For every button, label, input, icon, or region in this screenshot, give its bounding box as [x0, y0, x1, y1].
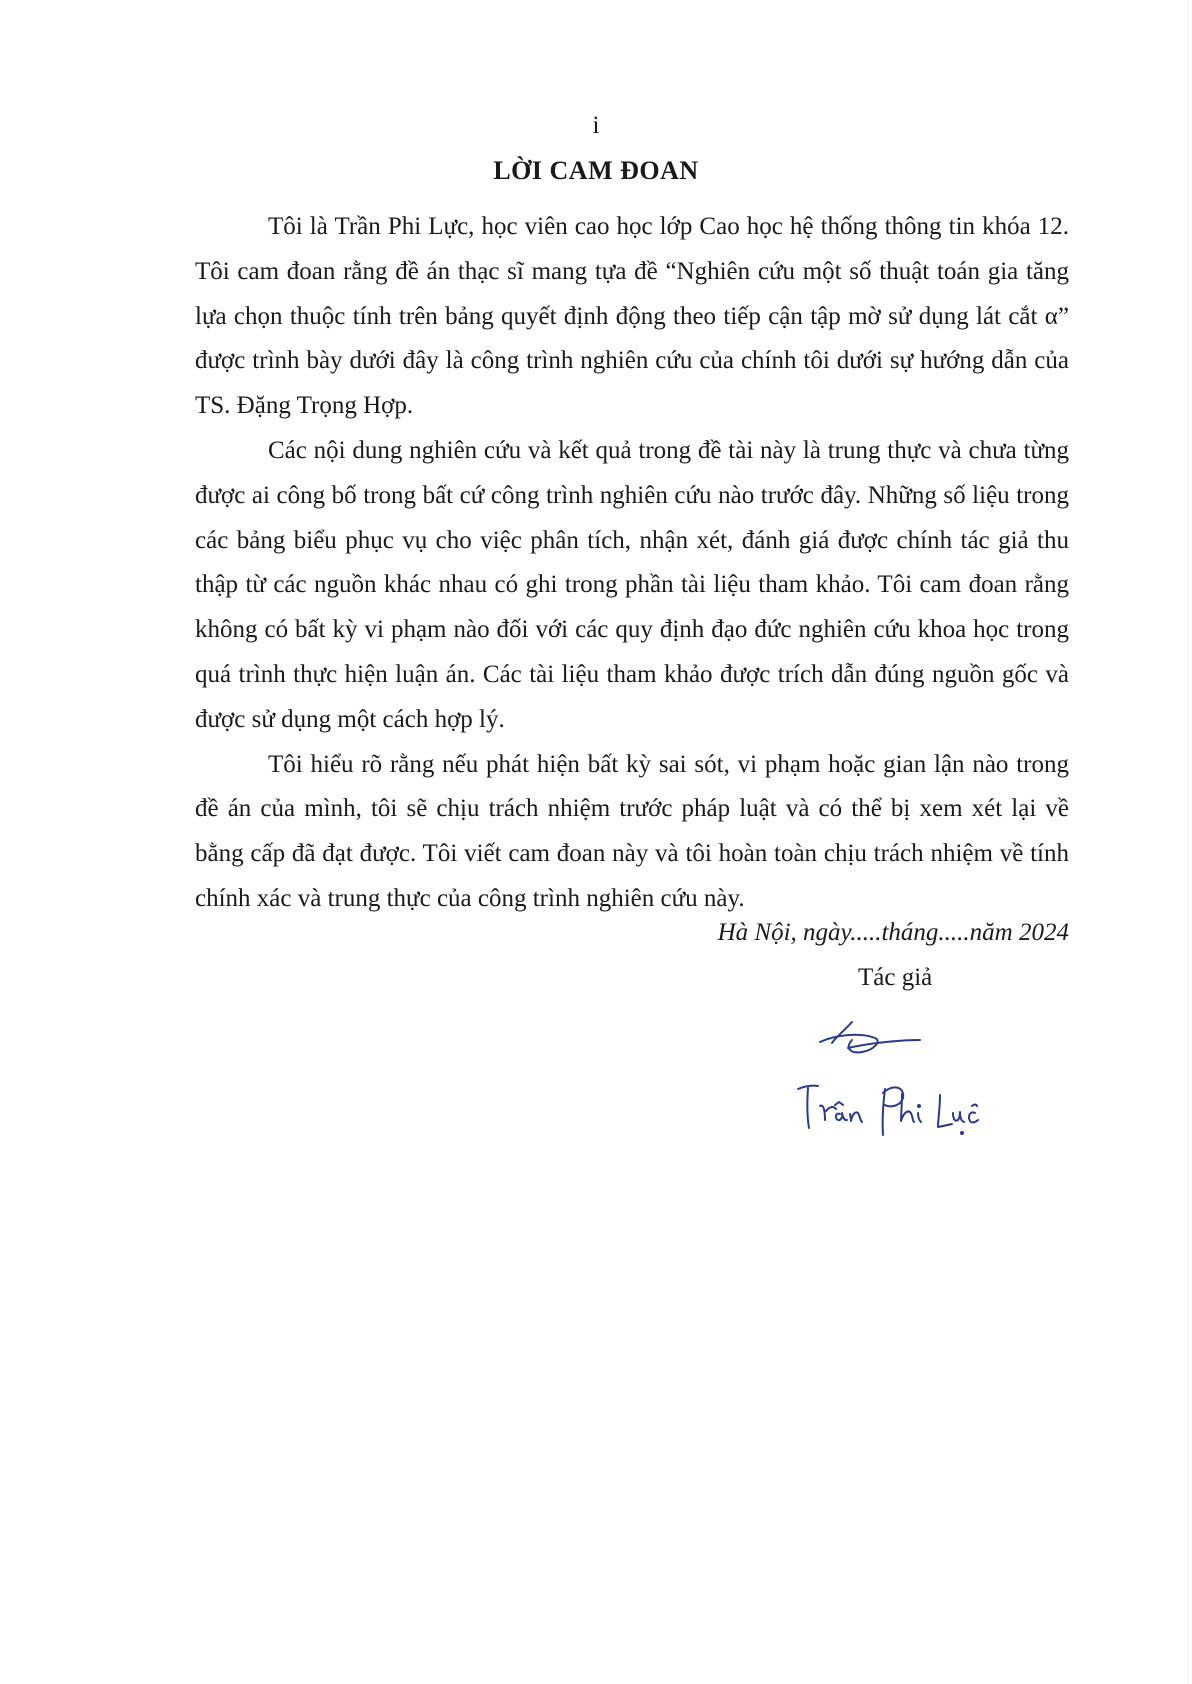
- paragraph-1: Tôi là Trần Phi Lực, học viên cao học lớp Cao học hệ thống thông tin khóa 12. Tôi cam đoan rằng đề án thạc sĩ mang tựa đề “Nghiên cứu một số thuật toán gia tăng lựa chọn thuộc tính trên bảng quyết định động theo tiếp cận tập mờ sử dụng lát cắt α” được trình bày dưới đây là công trình nghiên cứu của chính tôi dưới sự hướng dẫn của TS. Đặng Trọng Hợp.: [195, 213, 1069, 420]
- declaration-body: [195, 205, 1069, 922]
- signature-role: Tác giả: [858, 964, 933, 991]
- paragraph-3: Tôi hiểu rõ rằng nếu phát hiện bất kỳ sai sót, vi phạm hoặc gian lận nào trong đề án của mình, tôi sẽ chịu trách nhiệm trước pháp luật và có thể bị xem xét lại về bằng cấp đã đạt được. Tôi viết cam đoan này và tôi hoàn toàn chịu trách nhiệm về tính chính xác và trung thực của công trình nghiên cứu này.: [195, 750, 1069, 912]
- scan-edge-line: [1187, 0, 1188, 1684]
- paragraph-2: Các nội dung nghiên cứu và kết quả trong đề tài này là trung thực và chưa từng được ai công bố trong bất cứ công trình nghiên cứu nào trước đây. Những số liệu trong các bảng biểu phục vụ cho việc phân tích, nhận xét, đánh giá được chính tác giả thu thập từ các nguồn khác nhau có ghi trong phần tài liệu tham khảo. Tôi cam đoan rằng không có bất kỳ vi phạm nào đối với các quy định đạo đức nghiên cứu khoa học trong quá trình thực hiện luận án. Các tài liệu tham khảo được trích dẫn đúng nguồn gốc và được sử dụng một cách hợp lý.: [195, 436, 1069, 733]
- handwritten-signature: [790, 1010, 1010, 1140]
- page-number: i: [592, 112, 600, 139]
- signature-date-line: Hà Nội, ngày.....tháng.....năm 2024: [717, 919, 1069, 946]
- page-title: LỜI CAM ĐOAN: [493, 156, 699, 185]
